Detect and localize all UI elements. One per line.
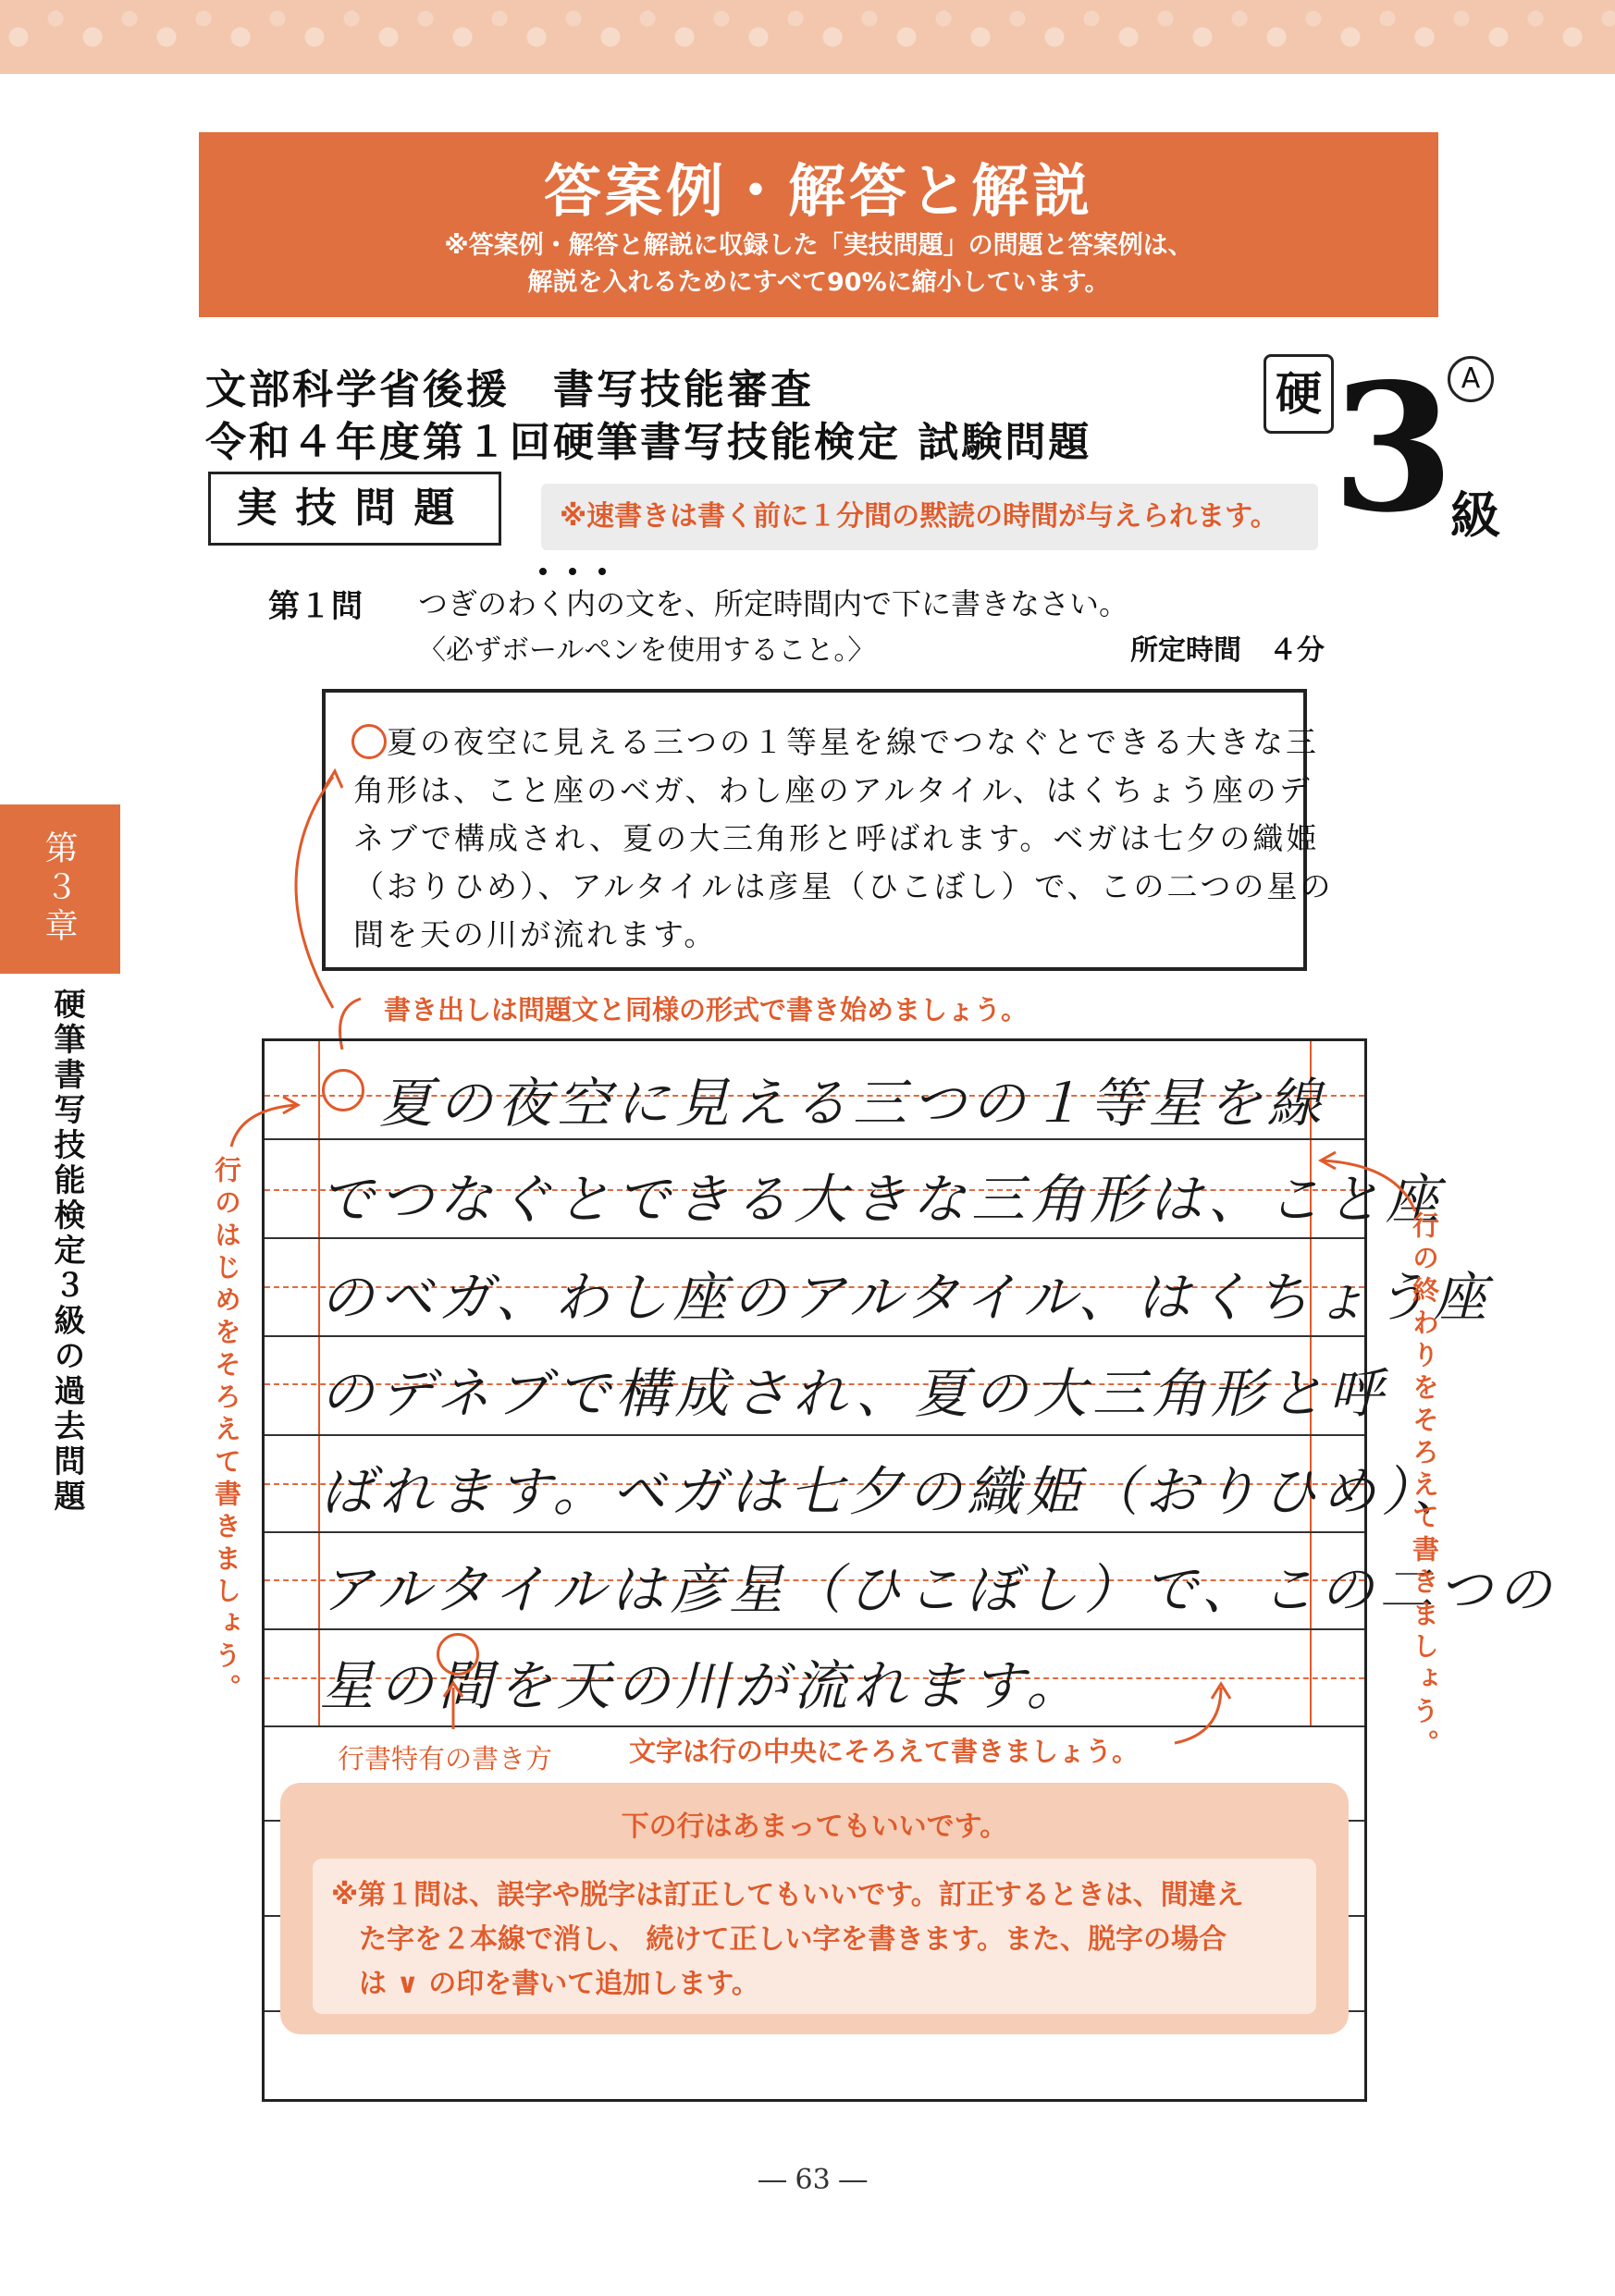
chapter-title: 硬筆書写技能検定３級の過去問題 (48, 988, 85, 1515)
banner-title: 答案例・解答と解説 (543, 157, 1093, 225)
center-arrow-icon (1165, 1678, 1239, 1752)
annotation-gyosho: 行書特有の書き方 (338, 1743, 553, 1774)
question-subtext: 〈必ずボールペンを使用すること。〉 (418, 634, 876, 667)
hard-pen-label: 硬 (1264, 354, 1334, 434)
annotation-center: 文字は行の中央にそろえて書きましょう。 (629, 1736, 1140, 1767)
grade-suffix: 級 (1450, 485, 1500, 545)
annotation-line-start: 行のはじめをそろえて書きましょう。 (211, 1156, 242, 1706)
grade-number: 3 (1332, 345, 1455, 551)
gyosho-arrow-icon (435, 1678, 472, 1734)
variant-badge: A (1448, 356, 1494, 402)
row-line (265, 1138, 1364, 1140)
source-passage-box (322, 689, 1334, 971)
exam-title-line1: 文部科学省後援 書写技能審査 (205, 366, 814, 413)
line-start-arrow-icon (222, 1091, 314, 1165)
line-end-arrow-icon (1304, 1147, 1434, 1221)
source-line: （おりひめ）、アルタイルは彦星（ひこぼし）で、この二つの星の (353, 868, 1334, 904)
question-time: 所定時間 ４分 (1130, 634, 1325, 667)
chapter-label: 第３章 (40, 830, 78, 947)
note-inner (313, 1859, 1316, 2014)
speed-reading-note: ※速書きは書く前に１分間の黙読の時間が与えられます。 (541, 484, 1318, 550)
annotation-line-end: 行の終わりをそろえて書きましょう。 (1409, 1211, 1440, 1762)
handwritten-line: 星の間を天の川が流れます。 (320, 1654, 1086, 1717)
note-line: ※第１問は、誤字や脱字は訂正してもいいです。訂正するときは、間違え (331, 1879, 1244, 1911)
source-line: 間を天の川が流れます。 (353, 916, 718, 952)
gyosho-mark-circle-icon (437, 1633, 479, 1676)
note-line: は ∨ の印を書いて追加します。 (359, 1968, 759, 2000)
banner-note-line2: 解説を入れるためにすべて90%に縮小しています。 (527, 268, 1110, 297)
handwritten-line: のベガ、わし座のアルタイル、はくちょう座 (320, 1266, 1493, 1329)
source-line: 角形は、こと座のベガ、わし座のアルタイル、はくちょう座のデ (353, 772, 1313, 808)
source-line: 夏の夜空に見える三つの１等星を線でつなぐとできる大きな三 (353, 724, 1319, 760)
section-label: 実技問題 (208, 472, 501, 546)
row-line (265, 1628, 1364, 1630)
answer-banner (199, 132, 1438, 317)
handwritten-line: ばれます。ベガは七夕の織姫（おりひめ）、 (320, 1460, 1473, 1523)
row-line (265, 1237, 1364, 1239)
handwritten-line: 夏の夜空に見える三つの１等星を線 (320, 1072, 1327, 1135)
handwritten-line: でつなぐとできる大きな三角形は、こと座 (320, 1168, 1446, 1231)
banner-note-line1: ※答案例・解答と解説に収録した「実技問題」の問題と答案例は、 (444, 231, 1193, 260)
chapter-tab (0, 804, 120, 974)
note-header: 下の行はあまってもいいです。 (621, 1811, 1008, 1843)
emphasis-dot (539, 568, 547, 575)
decorative-header-band (0, 0, 1615, 74)
row-line (265, 1531, 1364, 1533)
emphasis-dot (569, 568, 576, 575)
annotation-start-format: 書き出しは問題文と同様の形式で書き始めましょう。 (384, 994, 1029, 1025)
note-line: た字を２本線で消し、 続けて正しい字を書きます。また、脱字の場合 (359, 1923, 1227, 1956)
handwritten-line: のデネブで構成され、夏の大三角形と呼 (320, 1362, 1388, 1425)
row-line (265, 1335, 1364, 1337)
emphasis-dot (598, 568, 606, 575)
handwritten-line: アルタイルは彦星（ひこぼし）で、この二つの (320, 1558, 1558, 1621)
row-line (265, 1434, 1364, 1436)
page-number: ― 63 ― (758, 2164, 868, 2196)
question-text: つぎのわく内の文を、所定時間内で下に書きなさい。 (418, 586, 1129, 621)
source-line: ネブで構成され、夏の大三角形と呼ばれます。ベガは七夕の織姫 (353, 820, 1320, 856)
exam-title-line2: 令和４年度第１回硬筆書写技能検定 試験問題 (205, 419, 1092, 466)
correction-note-box (280, 1783, 1349, 2034)
question-number: 第１問 (268, 588, 363, 625)
